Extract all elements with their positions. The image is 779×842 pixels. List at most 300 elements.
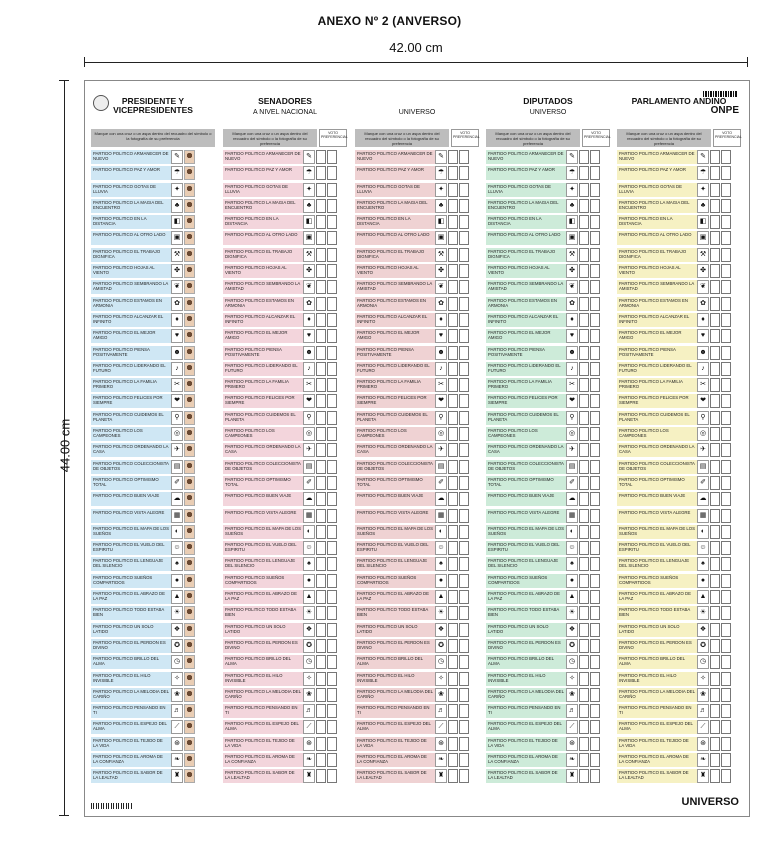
preferential-vote-box[interactable] xyxy=(327,166,337,180)
preferential-vote-box[interactable] xyxy=(316,492,326,506)
party-symbol-icon[interactable]: ◷ xyxy=(697,655,709,669)
preferential-vote-box[interactable] xyxy=(327,150,337,164)
preferential-vote-box[interactable] xyxy=(316,753,326,767)
preferential-vote-box[interactable] xyxy=(448,183,458,197)
preferential-vote-box[interactable] xyxy=(590,346,600,360)
preferential-vote-box[interactable] xyxy=(448,623,458,637)
preferential-vote-box[interactable] xyxy=(448,541,458,555)
party-symbol-icon[interactable]: ▤ xyxy=(303,460,315,474)
party-symbol-icon[interactable]: ⊛ xyxy=(697,737,709,751)
party-symbol-icon[interactable]: ❀ xyxy=(697,688,709,702)
preferential-vote-box[interactable] xyxy=(327,655,337,669)
preferential-vote-box[interactable] xyxy=(327,720,337,734)
party-symbol-icon[interactable]: ⚲ xyxy=(697,411,709,425)
candidate-photo[interactable] xyxy=(184,655,195,669)
preferential-vote-box[interactable] xyxy=(579,297,589,311)
preferential-vote-box[interactable] xyxy=(448,606,458,620)
preferential-vote-box[interactable] xyxy=(316,460,326,474)
party-symbol-icon[interactable]: ✦ xyxy=(697,183,709,197)
candidate-photo[interactable] xyxy=(184,427,195,441)
preferential-vote-box[interactable] xyxy=(590,231,600,245)
party-symbol-icon[interactable]: ✤ xyxy=(435,264,447,278)
candidate-photo[interactable] xyxy=(184,264,195,278)
party-symbol-icon[interactable]: ⟋ xyxy=(566,720,578,734)
preferential-vote-box[interactable] xyxy=(710,720,720,734)
preferential-vote-box[interactable] xyxy=(721,313,731,327)
party-symbol-icon[interactable]: ♦ xyxy=(171,313,183,327)
party-symbol-icon[interactable]: ❧ xyxy=(171,753,183,767)
preferential-vote-box[interactable] xyxy=(590,313,600,327)
party-symbol-icon[interactable]: ✂ xyxy=(171,378,183,392)
preferential-vote-box[interactable] xyxy=(459,590,469,604)
preferential-vote-box[interactable] xyxy=(721,166,731,180)
party-symbol-icon[interactable]: ◐ xyxy=(697,525,709,539)
party-symbol-icon[interactable]: ♪ xyxy=(697,362,709,376)
party-symbol-icon[interactable]: ♬ xyxy=(566,704,578,718)
party-symbol-icon[interactable]: ☺ xyxy=(303,541,315,555)
preferential-vote-box[interactable] xyxy=(579,166,589,180)
candidate-photo[interactable] xyxy=(184,460,195,474)
party-symbol-icon[interactable]: ✿ xyxy=(697,297,709,311)
preferential-vote-box[interactable] xyxy=(721,264,731,278)
preferential-vote-box[interactable] xyxy=(710,362,720,376)
party-symbol-icon[interactable]: ♠ xyxy=(566,557,578,571)
party-symbol-icon[interactable]: ▲ xyxy=(435,590,447,604)
candidate-photo[interactable] xyxy=(184,737,195,751)
party-symbol-icon[interactable]: ◧ xyxy=(697,215,709,229)
preferential-vote-box[interactable] xyxy=(579,427,589,441)
party-symbol-icon[interactable]: ▲ xyxy=(171,590,183,604)
party-symbol-icon[interactable]: ✧ xyxy=(303,672,315,686)
party-symbol-icon[interactable]: ◷ xyxy=(435,655,447,669)
preferential-vote-box[interactable] xyxy=(721,606,731,620)
preferential-vote-box[interactable] xyxy=(459,737,469,751)
candidate-photo[interactable] xyxy=(184,623,195,637)
preferential-vote-box[interactable] xyxy=(590,590,600,604)
party-symbol-icon[interactable]: ✤ xyxy=(303,264,315,278)
preferential-vote-box[interactable] xyxy=(327,476,337,490)
party-symbol-icon[interactable]: ✂ xyxy=(303,378,315,392)
preferential-vote-box[interactable] xyxy=(316,672,326,686)
preferential-vote-box[interactable] xyxy=(579,231,589,245)
preferential-vote-box[interactable] xyxy=(721,590,731,604)
preferential-vote-box[interactable] xyxy=(459,427,469,441)
preferential-vote-box[interactable] xyxy=(590,150,600,164)
preferential-vote-box[interactable] xyxy=(459,574,469,588)
preferential-vote-box[interactable] xyxy=(721,574,731,588)
party-symbol-icon[interactable]: ✎ xyxy=(566,150,578,164)
preferential-vote-box[interactable] xyxy=(579,346,589,360)
preferential-vote-box[interactable] xyxy=(459,525,469,539)
candidate-photo[interactable] xyxy=(184,394,195,408)
preferential-vote-box[interactable] xyxy=(721,476,731,490)
preferential-vote-box[interactable] xyxy=(710,541,720,555)
party-symbol-icon[interactable]: ✪ xyxy=(171,639,183,653)
preferential-vote-box[interactable] xyxy=(459,362,469,376)
party-symbol-icon[interactable]: ◧ xyxy=(566,215,578,229)
preferential-vote-box[interactable] xyxy=(721,720,731,734)
preferential-vote-box[interactable] xyxy=(448,672,458,686)
preferential-vote-box[interactable] xyxy=(710,378,720,392)
party-symbol-icon[interactable]: ✐ xyxy=(303,476,315,490)
preferential-vote-box[interactable] xyxy=(721,769,731,783)
preferential-vote-box[interactable] xyxy=(721,150,731,164)
preferential-vote-box[interactable] xyxy=(316,476,326,490)
party-symbol-icon[interactable]: ◷ xyxy=(566,655,578,669)
preferential-vote-box[interactable] xyxy=(459,297,469,311)
party-symbol-icon[interactable]: ◧ xyxy=(435,215,447,229)
preferential-vote-box[interactable] xyxy=(459,215,469,229)
party-symbol-icon[interactable]: ❧ xyxy=(435,753,447,767)
candidate-photo[interactable] xyxy=(184,509,195,523)
preferential-vote-box[interactable] xyxy=(448,574,458,588)
preferential-vote-box[interactable] xyxy=(327,411,337,425)
party-symbol-icon[interactable]: ☺ xyxy=(171,541,183,555)
party-symbol-icon[interactable]: ♜ xyxy=(303,769,315,783)
party-symbol-icon[interactable]: ☺ xyxy=(697,541,709,555)
party-symbol-icon[interactable]: ☻ xyxy=(171,346,183,360)
preferential-vote-box[interactable] xyxy=(459,541,469,555)
preferential-vote-box[interactable] xyxy=(327,280,337,294)
preferential-vote-box[interactable] xyxy=(579,704,589,718)
preferential-vote-box[interactable] xyxy=(327,378,337,392)
party-symbol-icon[interactable]: ✤ xyxy=(697,264,709,278)
party-symbol-icon[interactable]: ⚒ xyxy=(171,248,183,262)
party-symbol-icon[interactable]: ♪ xyxy=(566,362,578,376)
party-symbol-icon[interactable]: ⚒ xyxy=(566,248,578,262)
preferential-vote-box[interactable] xyxy=(721,557,731,571)
preferential-vote-box[interactable] xyxy=(448,264,458,278)
preferential-vote-box[interactable] xyxy=(590,639,600,653)
party-symbol-icon[interactable]: ❦ xyxy=(697,280,709,294)
preferential-vote-box[interactable] xyxy=(710,427,720,441)
party-symbol-icon[interactable]: ▤ xyxy=(697,460,709,474)
party-symbol-icon[interactable]: ◷ xyxy=(171,655,183,669)
preferential-vote-box[interactable] xyxy=(721,199,731,213)
preferential-vote-box[interactable] xyxy=(590,541,600,555)
party-symbol-icon[interactable]: ☂ xyxy=(697,166,709,180)
preferential-vote-box[interactable] xyxy=(316,427,326,441)
preferential-vote-box[interactable] xyxy=(710,199,720,213)
preferential-vote-box[interactable] xyxy=(710,525,720,539)
preferential-vote-box[interactable] xyxy=(579,557,589,571)
preferential-vote-box[interactable] xyxy=(327,329,337,343)
preferential-vote-box[interactable] xyxy=(710,297,720,311)
preferential-vote-box[interactable] xyxy=(327,215,337,229)
preferential-vote-box[interactable] xyxy=(448,231,458,245)
party-symbol-icon[interactable]: ❦ xyxy=(566,280,578,294)
preferential-vote-box[interactable] xyxy=(459,492,469,506)
preferential-vote-box[interactable] xyxy=(590,623,600,637)
preferential-vote-box[interactable] xyxy=(316,313,326,327)
preferential-vote-box[interactable] xyxy=(316,509,326,523)
party-symbol-icon[interactable]: ⚒ xyxy=(303,248,315,262)
preferential-vote-box[interactable] xyxy=(448,394,458,408)
preferential-vote-box[interactable] xyxy=(590,329,600,343)
party-symbol-icon[interactable]: ☁ xyxy=(566,492,578,506)
preferential-vote-box[interactable] xyxy=(448,378,458,392)
preferential-vote-box[interactable] xyxy=(721,688,731,702)
preferential-vote-box[interactable] xyxy=(721,460,731,474)
party-symbol-icon[interactable]: ✂ xyxy=(697,378,709,392)
preferential-vote-box[interactable] xyxy=(590,297,600,311)
party-symbol-icon[interactable]: ♬ xyxy=(435,704,447,718)
party-symbol-icon[interactable]: ♠ xyxy=(435,557,447,571)
party-symbol-icon[interactable]: ♜ xyxy=(435,769,447,783)
party-symbol-icon[interactable]: ● xyxy=(171,574,183,588)
party-symbol-icon[interactable]: ▦ xyxy=(435,509,447,523)
candidate-photo[interactable] xyxy=(184,313,195,327)
party-symbol-icon[interactable]: ✦ xyxy=(435,183,447,197)
preferential-vote-box[interactable] xyxy=(327,297,337,311)
party-symbol-icon[interactable]: ◎ xyxy=(566,427,578,441)
preferential-vote-box[interactable] xyxy=(459,753,469,767)
party-symbol-icon[interactable]: ✦ xyxy=(171,183,183,197)
preferential-vote-box[interactable] xyxy=(448,492,458,506)
preferential-vote-box[interactable] xyxy=(459,150,469,164)
party-symbol-icon[interactable]: ♦ xyxy=(435,313,447,327)
preferential-vote-box[interactable] xyxy=(710,753,720,767)
preferential-vote-box[interactable] xyxy=(448,688,458,702)
preferential-vote-box[interactable] xyxy=(590,264,600,278)
party-symbol-icon[interactable]: ♬ xyxy=(171,704,183,718)
party-symbol-icon[interactable]: ✦ xyxy=(303,183,315,197)
preferential-vote-box[interactable] xyxy=(448,215,458,229)
preferential-vote-box[interactable] xyxy=(327,492,337,506)
party-symbol-icon[interactable]: ❧ xyxy=(566,753,578,767)
preferential-vote-box[interactable] xyxy=(579,264,589,278)
party-symbol-icon[interactable]: ♠ xyxy=(171,557,183,571)
preferential-vote-box[interactable] xyxy=(316,590,326,604)
preferential-vote-box[interactable] xyxy=(579,574,589,588)
candidate-photo[interactable] xyxy=(184,378,195,392)
party-symbol-icon[interactable]: ▤ xyxy=(435,460,447,474)
party-symbol-icon[interactable]: ♬ xyxy=(303,704,315,718)
preferential-vote-box[interactable] xyxy=(590,215,600,229)
preferential-vote-box[interactable] xyxy=(327,606,337,620)
preferential-vote-box[interactable] xyxy=(579,688,589,702)
preferential-vote-box[interactable] xyxy=(590,394,600,408)
preferential-vote-box[interactable] xyxy=(579,460,589,474)
party-symbol-icon[interactable]: ⊛ xyxy=(303,737,315,751)
candidate-photo[interactable] xyxy=(184,215,195,229)
preferential-vote-box[interactable] xyxy=(721,655,731,669)
preferential-vote-box[interactable] xyxy=(710,264,720,278)
party-symbol-icon[interactable]: ⚲ xyxy=(566,411,578,425)
preferential-vote-box[interactable] xyxy=(710,248,720,262)
preferential-vote-box[interactable] xyxy=(459,378,469,392)
candidate-photo[interactable] xyxy=(184,199,195,213)
preferential-vote-box[interactable] xyxy=(721,525,731,539)
party-symbol-icon[interactable]: ❖ xyxy=(566,623,578,637)
preferential-vote-box[interactable] xyxy=(448,720,458,734)
preferential-vote-box[interactable] xyxy=(710,672,720,686)
preferential-vote-box[interactable] xyxy=(579,313,589,327)
party-symbol-icon[interactable]: ✦ xyxy=(566,183,578,197)
preferential-vote-box[interactable] xyxy=(710,215,720,229)
preferential-vote-box[interactable] xyxy=(579,720,589,734)
candidate-photo[interactable] xyxy=(184,720,195,734)
party-symbol-icon[interactable]: ✿ xyxy=(171,297,183,311)
preferential-vote-box[interactable] xyxy=(316,199,326,213)
party-symbol-icon[interactable]: ♠ xyxy=(303,557,315,571)
party-symbol-icon[interactable]: ● xyxy=(697,574,709,588)
candidate-photo[interactable] xyxy=(184,166,195,180)
preferential-vote-box[interactable] xyxy=(327,427,337,441)
candidate-photo[interactable] xyxy=(184,297,195,311)
preferential-vote-box[interactable] xyxy=(327,623,337,637)
preferential-vote-box[interactable] xyxy=(590,720,600,734)
preferential-vote-box[interactable] xyxy=(316,183,326,197)
preferential-vote-box[interactable] xyxy=(710,166,720,180)
candidate-photo[interactable] xyxy=(184,346,195,360)
party-symbol-icon[interactable]: ✂ xyxy=(566,378,578,392)
preferential-vote-box[interactable] xyxy=(327,574,337,588)
party-symbol-icon[interactable]: ☀ xyxy=(303,606,315,620)
party-symbol-icon[interactable]: ☀ xyxy=(566,606,578,620)
party-symbol-icon[interactable]: ◎ xyxy=(171,427,183,441)
preferential-vote-box[interactable] xyxy=(327,557,337,571)
candidate-photo[interactable] xyxy=(184,541,195,555)
preferential-vote-box[interactable] xyxy=(710,769,720,783)
party-symbol-icon[interactable]: ❖ xyxy=(171,623,183,637)
preferential-vote-box[interactable] xyxy=(316,280,326,294)
party-symbol-icon[interactable]: ✿ xyxy=(566,297,578,311)
party-symbol-icon[interactable]: ♦ xyxy=(566,313,578,327)
party-symbol-icon[interactable]: ✤ xyxy=(171,264,183,278)
preferential-vote-box[interactable] xyxy=(710,737,720,751)
party-symbol-icon[interactable]: ✎ xyxy=(435,150,447,164)
party-symbol-icon[interactable]: ☀ xyxy=(697,606,709,620)
preferential-vote-box[interactable] xyxy=(327,704,337,718)
party-symbol-icon[interactable]: ❖ xyxy=(435,623,447,637)
preferential-vote-box[interactable] xyxy=(448,639,458,653)
party-symbol-icon[interactable]: ⚲ xyxy=(303,411,315,425)
preferential-vote-box[interactable] xyxy=(721,297,731,311)
party-symbol-icon[interactable]: ❤ xyxy=(303,394,315,408)
preferential-vote-box[interactable] xyxy=(459,606,469,620)
preferential-vote-box[interactable] xyxy=(579,541,589,555)
preferential-vote-box[interactable] xyxy=(579,378,589,392)
preferential-vote-box[interactable] xyxy=(316,150,326,164)
preferential-vote-box[interactable] xyxy=(448,655,458,669)
party-symbol-icon[interactable]: ✎ xyxy=(697,150,709,164)
party-symbol-icon[interactable]: ⚲ xyxy=(435,411,447,425)
preferential-vote-box[interactable] xyxy=(710,476,720,490)
preferential-vote-box[interactable] xyxy=(590,460,600,474)
party-symbol-icon[interactable]: ✤ xyxy=(566,264,578,278)
preferential-vote-box[interactable] xyxy=(316,606,326,620)
preferential-vote-box[interactable] xyxy=(590,655,600,669)
party-symbol-icon[interactable]: ☀ xyxy=(435,606,447,620)
party-symbol-icon[interactable]: ☻ xyxy=(566,346,578,360)
candidate-photo[interactable] xyxy=(184,280,195,294)
party-symbol-icon[interactable]: ✧ xyxy=(171,672,183,686)
preferential-vote-box[interactable] xyxy=(710,606,720,620)
party-symbol-icon[interactable]: ♜ xyxy=(566,769,578,783)
preferential-vote-box[interactable] xyxy=(448,443,458,457)
preferential-vote-box[interactable] xyxy=(327,688,337,702)
party-symbol-icon[interactable]: ⟋ xyxy=(303,720,315,734)
candidate-photo[interactable] xyxy=(184,411,195,425)
preferential-vote-box[interactable] xyxy=(710,509,720,523)
party-symbol-icon[interactable]: ⊛ xyxy=(435,737,447,751)
preferential-vote-box[interactable] xyxy=(448,150,458,164)
party-symbol-icon[interactable]: ⟋ xyxy=(697,720,709,734)
preferential-vote-box[interactable] xyxy=(327,769,337,783)
party-symbol-icon[interactable]: ✧ xyxy=(566,672,578,686)
preferential-vote-box[interactable] xyxy=(316,623,326,637)
party-symbol-icon[interactable]: ◎ xyxy=(697,427,709,441)
preferential-vote-box[interactable] xyxy=(710,231,720,245)
candidate-photo[interactable] xyxy=(184,362,195,376)
candidate-photo[interactable] xyxy=(184,150,195,164)
party-symbol-icon[interactable]: ⟋ xyxy=(435,720,447,734)
party-symbol-icon[interactable]: ❧ xyxy=(697,753,709,767)
preferential-vote-box[interactable] xyxy=(590,411,600,425)
party-symbol-icon[interactable]: ❤ xyxy=(697,394,709,408)
party-symbol-icon[interactable]: ☁ xyxy=(435,492,447,506)
party-symbol-icon[interactable]: ✐ xyxy=(171,476,183,490)
preferential-vote-box[interactable] xyxy=(710,411,720,425)
preferential-vote-box[interactable] xyxy=(316,411,326,425)
preferential-vote-box[interactable] xyxy=(579,753,589,767)
party-symbol-icon[interactable]: ◎ xyxy=(435,427,447,441)
preferential-vote-box[interactable] xyxy=(327,672,337,686)
preferential-vote-box[interactable] xyxy=(327,753,337,767)
party-symbol-icon[interactable]: ◐ xyxy=(171,525,183,539)
party-symbol-icon[interactable]: ♥ xyxy=(566,329,578,343)
preferential-vote-box[interactable] xyxy=(316,264,326,278)
party-symbol-icon[interactable]: ♜ xyxy=(171,769,183,783)
preferential-vote-box[interactable] xyxy=(579,248,589,262)
preferential-vote-box[interactable] xyxy=(316,394,326,408)
party-symbol-icon[interactable]: ✈ xyxy=(435,443,447,457)
party-symbol-icon[interactable]: ✿ xyxy=(435,297,447,311)
preferential-vote-box[interactable] xyxy=(710,183,720,197)
preferential-vote-box[interactable] xyxy=(721,427,731,441)
preferential-vote-box[interactable] xyxy=(316,525,326,539)
party-symbol-icon[interactable]: ✐ xyxy=(566,476,578,490)
preferential-vote-box[interactable] xyxy=(721,492,731,506)
preferential-vote-box[interactable] xyxy=(448,704,458,718)
preferential-vote-box[interactable] xyxy=(327,264,337,278)
preferential-vote-box[interactable] xyxy=(316,639,326,653)
party-symbol-icon[interactable]: ♣ xyxy=(303,199,315,213)
party-symbol-icon[interactable]: ❦ xyxy=(303,280,315,294)
preferential-vote-box[interactable] xyxy=(327,525,337,539)
preferential-vote-box[interactable] xyxy=(316,704,326,718)
preferential-vote-box[interactable] xyxy=(459,460,469,474)
preferential-vote-box[interactable] xyxy=(327,394,337,408)
party-symbol-icon[interactable]: ▣ xyxy=(171,231,183,245)
party-symbol-icon[interactable]: ✪ xyxy=(303,639,315,653)
preferential-vote-box[interactable] xyxy=(448,280,458,294)
candidate-photo[interactable] xyxy=(184,231,195,245)
party-symbol-icon[interactable]: ♠ xyxy=(697,557,709,571)
candidate-photo[interactable] xyxy=(184,769,195,783)
party-symbol-icon[interactable]: ✪ xyxy=(435,639,447,653)
preferential-vote-box[interactable] xyxy=(721,753,731,767)
preferential-vote-box[interactable] xyxy=(316,248,326,262)
party-symbol-icon[interactable]: ☺ xyxy=(566,541,578,555)
preferential-vote-box[interactable] xyxy=(316,737,326,751)
preferential-vote-box[interactable] xyxy=(459,769,469,783)
preferential-vote-box[interactable] xyxy=(448,313,458,327)
preferential-vote-box[interactable] xyxy=(590,378,600,392)
preferential-vote-box[interactable] xyxy=(590,443,600,457)
preferential-vote-box[interactable] xyxy=(316,346,326,360)
